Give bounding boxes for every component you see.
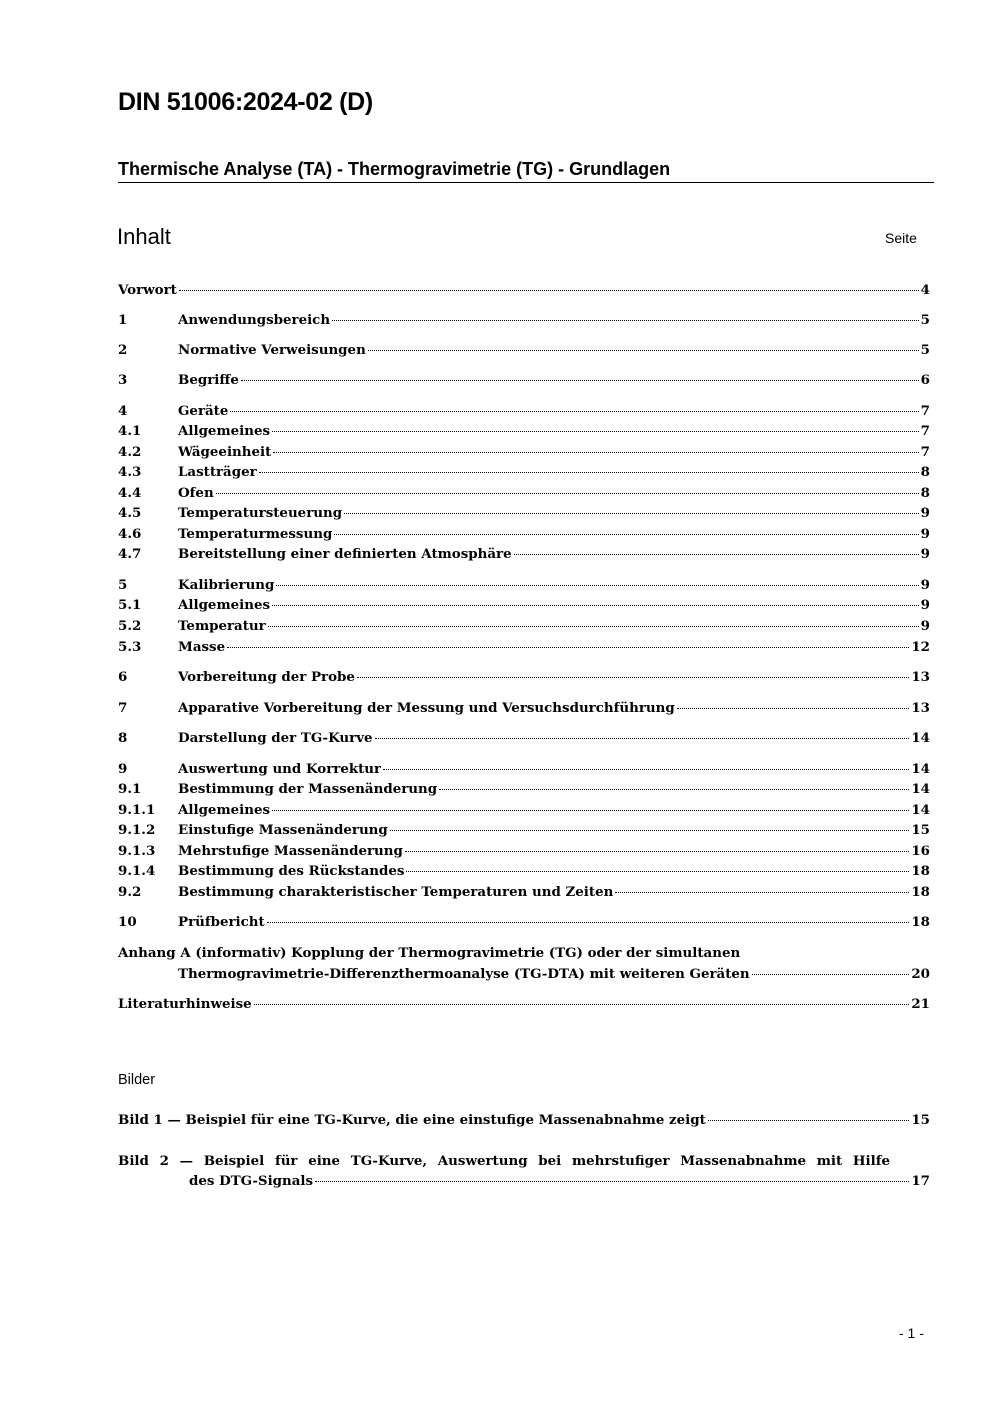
toc-entry-number: 9 (118, 761, 128, 777)
dot-leader (272, 810, 909, 811)
figure-entry-1-page: 15 (911, 1112, 930, 1128)
toc-entry-number: 10 (118, 914, 137, 930)
dot-leader (267, 922, 910, 923)
toc-entry-title: Einstufige Massenänderung (178, 822, 388, 838)
toc-entry-page: 9 (920, 546, 930, 562)
toc-entry-page: 14 (911, 761, 930, 777)
toc-entry-page: 7 (920, 423, 930, 439)
toc-entry-number: 9.1.2 (118, 822, 156, 838)
toc-entry-page: 14 (911, 802, 930, 818)
toc-entry[interactable] (118, 544, 930, 564)
toc-entry-page: 16 (911, 843, 930, 859)
toc-entry-page: 7 (920, 444, 930, 460)
toc-entry[interactable] (118, 912, 930, 932)
toc-bibliography-page: 21 (911, 996, 930, 1012)
toc-entry-number: 9.1 (118, 781, 142, 797)
toc-entry[interactable] (118, 280, 930, 300)
dot-leader (259, 472, 919, 473)
toc-heading: Inhalt (117, 224, 171, 249)
toc-entry-number: 4.3 (118, 464, 142, 480)
toc-entry-number: 9.1.1 (118, 802, 156, 818)
dot-leader (268, 626, 919, 627)
toc-entry-title: Lastträger (178, 464, 257, 480)
toc-entry-number: 4.5 (118, 505, 142, 521)
toc-entry-title: Apparative Vorbereitung der Messung und Versuchsdurchführung (178, 700, 675, 716)
toc-entry-number: 5.3 (118, 639, 142, 655)
toc-entry-page: 5 (920, 312, 930, 328)
dot-leader (390, 830, 910, 831)
toc-entry-page: 12 (911, 639, 930, 655)
toc-entry-page: 18 (911, 884, 930, 900)
toc-entry-page: 8 (920, 464, 930, 480)
toc-entry-title: Darstellung der TG-Kurve (178, 730, 373, 746)
toc-entry[interactable] (118, 503, 930, 523)
dot-leader (273, 452, 918, 453)
toc-entry-page: 18 (911, 863, 930, 879)
toc-entry-title: Anwendungsbereich (178, 312, 331, 328)
toc-entry-title: Mehrstufige Massenänderung (178, 843, 403, 859)
toc-entry-title: Allgemeines (178, 802, 271, 818)
toc-annex-entry[interactable] (178, 964, 930, 984)
toc-entry-number: 4.7 (118, 546, 142, 562)
dot-leader (752, 974, 910, 975)
dot-leader (375, 738, 910, 739)
toc-entry[interactable] (118, 698, 930, 718)
toc-annex-line2: Thermogravimetrie-Differenzthermoanalyse (TG-DTA) mit weiteren Geräten (178, 966, 750, 982)
toc-bibliography-label: Literaturhinweise (118, 996, 252, 1012)
toc-entry-title: Bestimmung der Massenänderung (178, 781, 438, 797)
toc-bibliography-entry[interactable] (118, 994, 930, 1014)
dot-leader (334, 534, 918, 535)
toc-entry-title: Bereitstellung einer definierten Atmosphäre (178, 546, 512, 562)
toc-entry-page: 4 (920, 282, 930, 298)
toc-entry-number: 4.1 (118, 423, 142, 439)
toc-entry-title: Temperaturmessung (178, 526, 333, 542)
toc-entry[interactable] (118, 483, 930, 503)
toc-entry-number: 3 (118, 372, 128, 388)
dot-leader (514, 554, 919, 555)
figure-entry-2-line2: des DTG-Signals (189, 1173, 314, 1189)
toc-entry-title: Masse (178, 639, 226, 655)
toc-entry-number: 4.6 (118, 526, 142, 542)
dot-leader (332, 320, 919, 321)
dot-leader (405, 851, 909, 852)
toc-entry[interactable] (118, 841, 930, 861)
toc-entry-page: 14 (911, 781, 930, 797)
dot-leader (272, 431, 919, 432)
toc-entry-number: 6 (118, 669, 128, 685)
toc-entry-title: Geräte (178, 403, 229, 419)
page-number: - 1 - (899, 1325, 924, 1341)
dot-leader (179, 290, 919, 291)
toc-entry[interactable] (118, 820, 930, 840)
toc-entry-number: 4.2 (118, 444, 142, 460)
figure-entry-1-text: Bild 1 — Beispiel für eine TG-Kurve, die eine einstufige Massenabnahme zeigt (118, 1112, 706, 1128)
toc-entry[interactable] (118, 401, 930, 421)
toc-entry-number: 4 (118, 403, 128, 419)
toc-entry-title: Prüfbericht (178, 914, 265, 930)
toc-entry-number: 9.1.3 (118, 843, 156, 859)
toc-entry[interactable] (118, 524, 930, 544)
toc-entry-page: 15 (911, 822, 930, 838)
toc-entry[interactable] (118, 370, 930, 390)
toc-entry[interactable] (118, 616, 930, 636)
toc-entry-number: 5.2 (118, 618, 142, 634)
toc-entry[interactable] (118, 575, 930, 595)
toc-entry[interactable] (118, 462, 930, 482)
dot-leader (230, 411, 918, 412)
document-subtitle: Thermische Analyse (TA) - Thermogravimetrie (TG) - Grundlagen (118, 159, 934, 183)
toc-entry-page: 14 (911, 730, 930, 746)
toc-entry-page: 8 (920, 485, 930, 501)
toc-entry-title: Bestimmung charakteristischer Temperaturen und Zeiten (178, 884, 614, 900)
toc-entry-number: 5 (118, 577, 128, 593)
toc-entry[interactable] (118, 310, 930, 330)
toc-entry-number: 4.4 (118, 485, 142, 501)
dot-leader (315, 1181, 909, 1182)
dot-leader (615, 892, 909, 893)
dot-leader (272, 605, 919, 606)
toc-entry-title: Begriffe (178, 372, 239, 388)
toc-entry-title: Normative Verweisungen (178, 342, 366, 358)
toc-entry-title: Wägeeinheit (178, 444, 272, 460)
toc-entry-page: 5 (920, 342, 930, 358)
toc-entry-page: 7 (920, 403, 930, 419)
toc-entry-number: 2 (118, 342, 128, 358)
toc-entry-number: 5.1 (118, 597, 142, 613)
dot-leader (406, 871, 909, 872)
toc-entry-page: 9 (920, 526, 930, 542)
toc-entry-page: 9 (920, 505, 930, 521)
toc-entry-title: Vorwort (118, 282, 177, 298)
toc-entry[interactable] (118, 759, 930, 779)
dot-leader (227, 647, 909, 648)
toc-entry[interactable] (118, 340, 930, 360)
toc-entry[interactable] (118, 637, 930, 657)
toc-entry-title: Allgemeines (178, 423, 271, 439)
dot-leader (357, 677, 909, 678)
toc-entry[interactable] (118, 667, 930, 687)
toc-entry-page: 9 (920, 597, 930, 613)
dot-leader (344, 513, 919, 514)
toc-entry[interactable] (118, 861, 930, 881)
toc-entry-page: 13 (911, 700, 930, 716)
dot-leader (677, 708, 910, 709)
dot-leader (216, 493, 919, 494)
toc-entry-number: 9.2 (118, 884, 142, 900)
toc-entry-title: Allgemeines (178, 597, 271, 613)
dot-leader (383, 769, 909, 770)
toc-entry-title: Ofen (178, 485, 214, 501)
toc-entry-page: 13 (911, 669, 930, 685)
toc-entry[interactable] (118, 442, 930, 462)
toc-entry-title: Temperatursteuerung (178, 505, 343, 521)
toc-entry[interactable] (118, 728, 930, 748)
toc-entry[interactable] (118, 779, 930, 799)
dot-leader (241, 380, 919, 381)
toc-entry-number: 7 (118, 700, 128, 716)
dot-leader (276, 585, 918, 586)
toc-entry-title: Bestimmung des Rückstandes (178, 863, 405, 879)
toc-entry[interactable] (118, 882, 930, 902)
figure-entry-2-page: 17 (911, 1173, 930, 1189)
figures-heading: Bilder (118, 1072, 156, 1088)
toc-entry-page: 9 (920, 618, 930, 634)
toc-entry[interactable] (118, 800, 930, 820)
toc-entry[interactable] (118, 595, 930, 615)
toc-entry-number: 1 (118, 312, 128, 328)
toc-entry-title: Kalibrierung (178, 577, 275, 593)
toc-entry-number: 8 (118, 730, 128, 746)
toc-annex-page: 20 (911, 966, 930, 982)
toc-annex-line1: Anhang A (informativ) Kopplung der Thermogravimetrie (TG) oder der simultanen (118, 945, 741, 961)
toc-entry-title: Temperatur (178, 618, 266, 634)
dot-leader (708, 1120, 910, 1121)
toc-entry-page: 6 (920, 372, 930, 388)
toc-entry[interactable] (118, 421, 930, 441)
dot-leader (439, 789, 909, 790)
dot-leader (254, 1004, 910, 1005)
figure-entry-1[interactable] (118, 1110, 930, 1130)
toc-entry-number: 9.1.4 (118, 863, 156, 879)
toc-entry-title: Auswertung und Korrektur (178, 761, 382, 777)
document-title: DIN 51006:2024-02 (D) (118, 88, 373, 116)
dot-leader (368, 350, 919, 351)
page-column-label: Seite (885, 230, 917, 246)
toc-entry-page: 9 (920, 577, 930, 593)
figure-entry-2-line1: Bild 2 — Beispiel für eine TG-Kurve, Auswertung bei mehrstufiger Massenabnahme mit Hilfe (118, 1153, 890, 1169)
toc-entry-page: 18 (911, 914, 930, 930)
toc-entry-title: Vorbereitung der Probe (178, 669, 355, 685)
figure-entry-2[interactable] (189, 1171, 930, 1191)
